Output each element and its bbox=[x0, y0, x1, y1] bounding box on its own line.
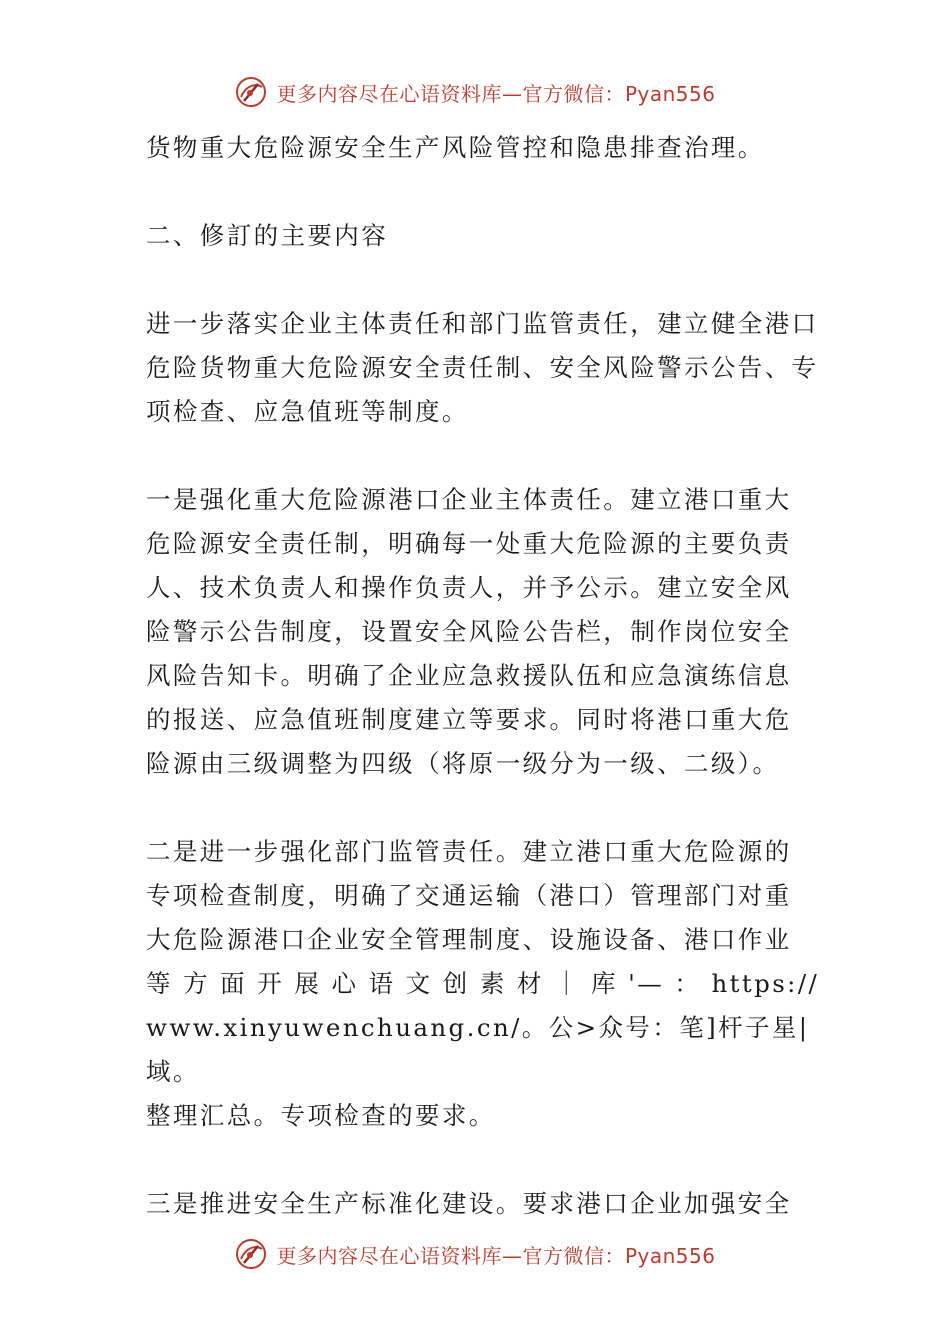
paragraph-intro: 进一步落实企业主体责任和部门监管责任，建立健全港口 危险货物重大危险源安全责任制、安全风险警示公告、专 项检查、应急值班等制度。 bbox=[146, 309, 819, 426]
brand-logo-icon bbox=[234, 1237, 268, 1271]
paragraph-point-two: 二是进一步强化部门监管责任。建立港口重大危险源的 专项检查制度，明确了交通运输（港口）管理部门对重 大危险源港口企业安全管理制度、设施设备、港口作业 等 方 面 开 展 心 语 文 创 素 材 ｜ 库 '— ： https:// www.xinyuwenchuang.cn/。公>众号：笔]杆子星|域。 整理汇总。专项检查的要求。 bbox=[146, 837, 820, 1130]
watermark-text: 更多内容尽在心语资料库—官方微信：Pyan556 bbox=[276, 81, 716, 106]
watermark-footer bbox=[0, 1234, 950, 1274]
paragraph-point-one: 一是强化重大危险源港口企业主体责任。建立港口重大 危险源安全责任制，明确每一处重大危险源的主要负责 人、技术负责人和操作负责人，并予公示。建立安全风 险警示公告制度，设置安全风险公告栏，制作岗位安全 风险告知卡。明确了企业应急救援队伍和应急演练信息 的报送、应急值班制度建立等要求。同时将港口重大危 险源由三级调整为四级（将原一级分为一级、二级）。 bbox=[146, 485, 792, 778]
document-body bbox=[146, 126, 826, 1226]
brand-logo-icon bbox=[234, 75, 268, 109]
paragraph-continuation: 货物重大危险源安全生产风险管控和隐患排查治理。 bbox=[146, 133, 765, 162]
paragraph-point-three: 三是推进安全生产标准化建设。要求港口企业加强安全 bbox=[146, 1189, 792, 1218]
watermark-text: 更多内容尽在心语资料库—官方微信：Pyan556 bbox=[276, 1243, 716, 1268]
watermark-header bbox=[0, 72, 950, 112]
section-heading: 二、修訂的主要内容 bbox=[146, 221, 389, 250]
